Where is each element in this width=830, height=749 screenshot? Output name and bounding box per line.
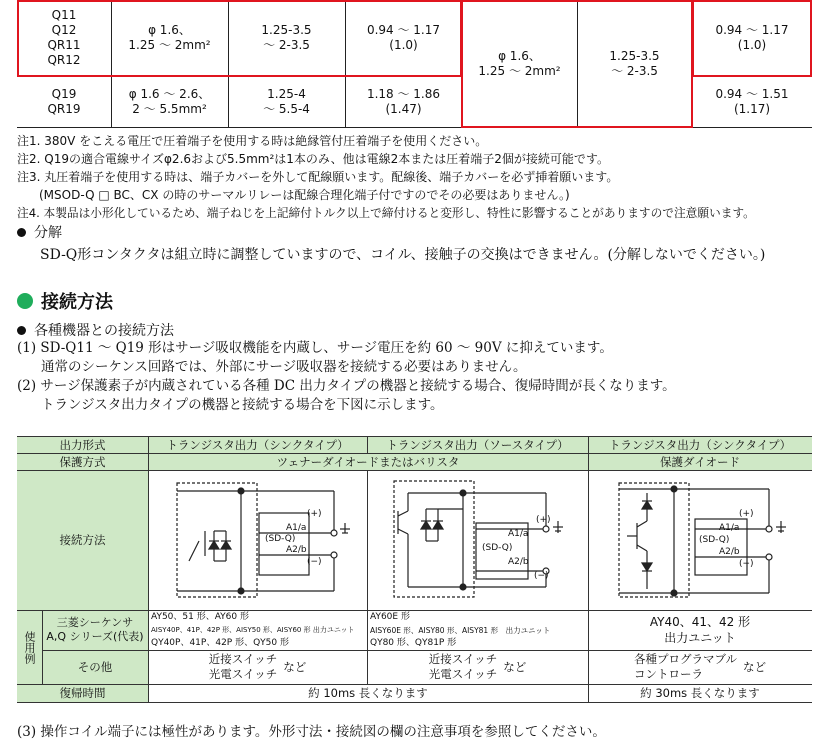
range-value: 0.94 ～ 1.51 [715, 87, 789, 101]
header-connection-method: 接続方法 [59, 533, 106, 547]
note-3: 注3. 丸圧着端子を使用する時は、端子カバーを外して配線願います。配線後、端子カバーを必ず挿着願います。 [17, 170, 619, 184]
range-row1 [345, 0, 462, 76]
mitsubishi-label [42, 610, 148, 650]
range-value: (1.0) [389, 38, 418, 52]
recovery-col3: 約 30ms 長くなります [640, 686, 760, 700]
model-line: AY40、41、42 形 [649, 615, 751, 629]
wire-size: φ 1.6 ～ 2.6、 [128, 87, 211, 101]
torque-value: 1.25-3.5 [609, 48, 660, 63]
nado-text: など [283, 660, 307, 674]
sdq-label: (SD-Q) [482, 543, 513, 553]
range-value: (1.0) [737, 38, 767, 52]
column2-title: トランジスタ出力（ソースタイプ） [386, 437, 569, 452]
range-value: (1.17) [733, 102, 771, 116]
circuit-diagram-sink-diode [589, 471, 812, 610]
plus-label: (+) [739, 509, 754, 519]
wire-size: 2 ～ 5.5mm² [132, 102, 207, 116]
range-value: (1.47) [385, 102, 422, 116]
model-label: QR11 [47, 38, 81, 52]
recovery-label: 復帰時間 [59, 686, 106, 700]
device-name: 光電スイッチ [428, 667, 498, 681]
protection-col3: 保護ダイオード [660, 454, 740, 469]
model-line: AY60E 形 [370, 612, 410, 622]
mitsubishi-label-line: A,Q シリーズ(代表) [46, 630, 144, 643]
range2-row1 [692, 0, 812, 76]
nado-text: など [503, 660, 527, 674]
a2-label: A2/b [286, 545, 307, 555]
range-row2 [345, 77, 462, 127]
item-2: (2) サージ保護素子が内蔵されている各種 DC 出力タイプの機器と接続する場合、復帰時間が長くなります。 [17, 378, 676, 394]
wire-row1 [111, 0, 228, 76]
bullet-icon [17, 326, 26, 335]
range-value: 0.94 ～ 1.17 [366, 23, 441, 37]
torque-row2 [228, 77, 345, 127]
wire-size: φ 1.6、 [148, 23, 191, 37]
plus-label: (+) [536, 515, 551, 525]
header-output-type: 出力形式 [59, 437, 106, 452]
other-col3 [588, 650, 812, 684]
device-name: 近接スイッチ [428, 652, 498, 666]
a1-label: A1/a [508, 529, 529, 539]
section-items [17, 339, 676, 415]
notes [17, 132, 817, 222]
a2-label: A2/b [719, 547, 740, 557]
model-line: QY80 形、QY81P 形 [370, 638, 457, 648]
model-line: AISY60E 形、AISY80 形、AISY81 形 出力ユニット [370, 626, 551, 635]
minus-label: (−) [307, 557, 322, 567]
device-name: 近接スイッチ [208, 652, 278, 666]
note-1: 注1. 380V をこえる電圧で圧着端子を使用する時は絶縁管付圧着端子を使用ください。 [17, 134, 488, 148]
torque-value: 1.25-4 [267, 87, 306, 101]
usage-label-text: 使用例 [23, 630, 36, 664]
circuit-diagram-sink-zener [149, 471, 367, 610]
range2-row2 [692, 77, 812, 127]
disassembly-title: 分解 [34, 225, 62, 241]
wire-size: 1.25 ～ 2mm² [128, 38, 211, 52]
minus-label: (−) [534, 571, 549, 581]
wire-size: 1.25 ～ 2mm² [478, 63, 561, 78]
item-1-cont: 通常のシーケンス回路では、外部にサージ吸収器を接続する必要はありません。 [41, 359, 527, 375]
model-label: Q12 [51, 23, 77, 37]
model-label: QR12 [47, 53, 81, 67]
item-1: (1) SD-Q11 ～ Q19 形はサージ吸収機能を内蔵し、サージ電圧を約 60 ～ 90V に抑えています。 [17, 340, 613, 356]
other-col1 [148, 650, 367, 684]
other-col2 [367, 650, 588, 684]
mitsubishi-col2 [370, 611, 586, 650]
wire-size: φ 1.6、 [498, 48, 541, 63]
torque-row1 [228, 0, 345, 76]
model-label: Q19 [51, 87, 77, 101]
header-protection: 保護方式 [59, 454, 106, 469]
range-value: 0.94 ～ 1.17 [715, 23, 789, 37]
protection-col12: ツェナーダイオードまたはバリスタ [276, 454, 460, 469]
models-row2 [17, 77, 111, 127]
note-3-sub: (MSOD-Q □ BC、CX の時のサーマルリレーは配線合理化端子付ですのでその必要はありません。) [39, 188, 570, 202]
a1-label: A1/a [719, 523, 740, 533]
sdq-label: (SD-Q) [265, 534, 296, 544]
sdq-label: (SD-Q) [699, 535, 730, 545]
plus-label: (+) [307, 509, 322, 519]
model-line: QY40P、41P、42P 形、QY50 形 [151, 638, 289, 648]
torque-value: 1.25-3.5 [261, 23, 312, 37]
mitsubishi-label-line: 三菱シーケンサ [56, 616, 134, 629]
section-heading [17, 288, 113, 314]
note-4: 注4. 本製品は小形化しているため、端子ねじを上記締付トルク以上で締付けると変形し、特性に影響することがありますので注意願います。 [17, 206, 755, 220]
device-name: コントローラ [633, 667, 703, 681]
model-line: AY50、51 形、AY60 形 [151, 612, 249, 622]
model-line: 出力ユニット [664, 631, 736, 645]
range-value: 1.18 ～ 1.86 [366, 87, 441, 101]
torque-value: ～ 2-3.5 [263, 38, 310, 52]
column3-title: トランジスタ出力（シンクタイプ） [608, 437, 792, 452]
subheading-text: 各種機器との接続方法 [34, 323, 174, 339]
torque-merged [577, 0, 692, 127]
a2-label: A2/b [508, 557, 529, 567]
wire-row2 [111, 77, 228, 127]
torque-value: ～ 2-3.5 [611, 63, 658, 78]
footer-note: (3) 操作コイル端子には極性があります。外形寸法・接続図の欄の注意事項を参照してください。 [17, 724, 606, 740]
device-name: 各種プログラマブル [633, 652, 738, 666]
disassembly-heading [17, 222, 62, 242]
model-label: Q11 [51, 8, 77, 22]
model-line: AISY40P、41P、42P 形、AISY50 形、AISY60 形 出力ユニット [151, 626, 355, 634]
column1-title: トランジスタ出力（シンクタイプ） [166, 437, 349, 452]
disassembly-text: SD-Q形コンタクタは組立時に調整していますので、コイル、接触子の交換はできません。(分解しないでください。) [40, 247, 766, 263]
item-2-cont: トランジスタ出力タイプの機器と接続する場合を下図に示します。 [41, 397, 444, 413]
subheading [17, 320, 174, 340]
nado-text: など [743, 660, 767, 674]
section-bullet-icon [17, 293, 33, 309]
models-row1 [17, 0, 111, 76]
section-title: 接続方法 [41, 292, 113, 313]
mitsubishi-col1 [151, 611, 365, 650]
wire-merged [462, 0, 577, 127]
minus-label: (−) [739, 559, 754, 569]
usage-label [17, 610, 42, 684]
torque-value: ～ 5.5-4 [263, 102, 310, 116]
recovery-col12: 約 10ms 長くなります [308, 686, 428, 700]
model-label: QR19 [47, 102, 81, 116]
note-2: 注2. Q19の適合電線サイズφ2.6および5.5mm²は1本のみ、他は電線2本または圧着端子2個が接続可能です。 [17, 152, 609, 166]
mitsubishi-col3 [588, 610, 812, 650]
device-name: 光電スイッチ [208, 667, 278, 681]
bullet-icon [17, 228, 26, 237]
other-label: その他 [77, 660, 113, 674]
a1-label: A1/a [286, 523, 307, 533]
circuit-diagram-source-zener [368, 471, 588, 610]
